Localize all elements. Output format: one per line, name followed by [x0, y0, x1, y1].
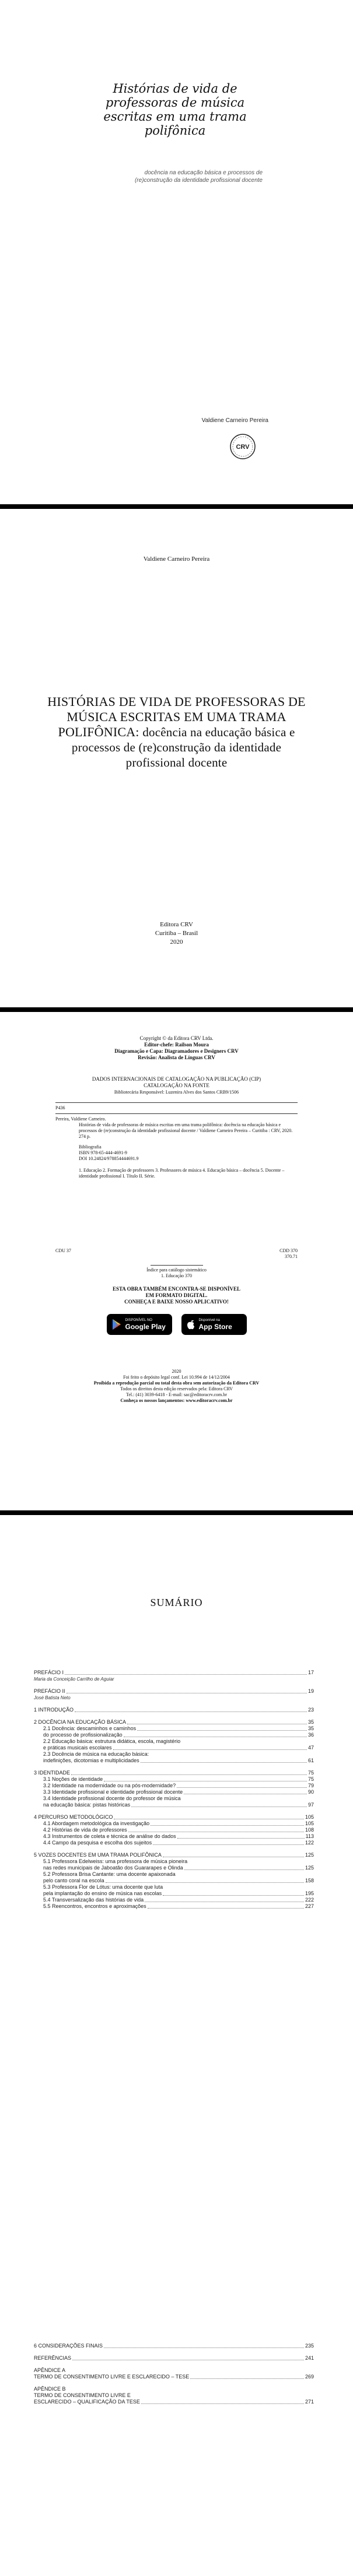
toc-title: 3.2 Identidade na modernidade ou na pós-modernidade?	[43, 1783, 176, 1788]
toc-page: 269	[305, 2374, 314, 2380]
toc-title: REFERÊNCIAS	[34, 2355, 72, 2361]
toc-entry[interactable]	[34, 1833, 314, 1840]
page-separator	[0, 1007, 353, 1012]
toc-page: 113	[305, 1833, 314, 1839]
toc-entry[interactable]	[34, 1871, 314, 1878]
toc-title: PREFÁCIO II	[34, 1688, 65, 1694]
toc-page: 227	[305, 1903, 314, 1909]
toc-entry[interactable]	[34, 1858, 314, 1865]
toc-title: 1 INTRODUÇÃO	[34, 1707, 74, 1713]
cip-librarian: Bibliotecária Responsável: Luzenira Alves dos Santos CRB9/1506	[114, 1090, 239, 1095]
toc-entry[interactable]	[34, 1732, 314, 1738]
toc-title: pela implantação do ensino de música nas escolas	[43, 1890, 162, 1896]
toc-author: José Batista Neto	[34, 1695, 71, 1700]
toc-title: 6 CONSIDERAÇÕES FINAIS	[34, 2343, 103, 2349]
toc-title: 2.2 Educação básica: estrutura didática, escola, magistério	[43, 1738, 181, 1744]
app-store-small: Disponível na	[198, 1318, 220, 1322]
app-store-label: App Store	[198, 1322, 232, 1331]
footer-year: 2020	[172, 1369, 181, 1374]
catalog-index-title: Índice para catálogo sistemático	[146, 1267, 207, 1273]
toc-page: 79	[307, 1783, 314, 1788]
toc-title: indefinições, dicotomias e multiplicidades	[43, 1758, 139, 1763]
toc-entry[interactable]	[34, 1897, 314, 1903]
summary-title: SUMÁRIO	[150, 1597, 203, 1608]
toc-entry[interactable]	[34, 1758, 314, 1764]
toc-page: 125	[305, 1852, 314, 1858]
toc-page: 241	[305, 2355, 314, 2361]
footer-legal: Foi feito o depósito legal conf. Lei 10.994 de 14/12/2004	[123, 1375, 230, 1380]
summary-page	[0, 1515, 353, 2576]
toc-title: e práticas musicais escolares	[43, 1745, 112, 1751]
copyright-footer	[0, 1369, 353, 1404]
toc-entry[interactable]	[34, 1776, 314, 1783]
toc-entry[interactable]	[34, 1890, 314, 1897]
cdu-code: CDU 37	[55, 1248, 71, 1253]
toc-page: 271	[305, 2399, 314, 2405]
toc-title: PREFÁCIO I	[34, 1670, 64, 1675]
catalog-rule	[151, 1265, 203, 1266]
toc-title: TERMO DE CONSENTIMENTO LIVRE E ESCLARECIDO – TESE	[34, 2374, 190, 2380]
cip-subjects: 1. Educação 2. Formação de professores 3. Professores de música 4. Educação básica – docência 5. Docente – identidade profissional I. Título II. Série.	[79, 1168, 285, 1179]
toc-entry[interactable]	[34, 1770, 314, 1776]
toc-entry[interactable]	[34, 2392, 314, 2399]
toc-entry[interactable]	[34, 2399, 314, 2405]
toc-title: 5.5 Reencontros, encontros e aproximações	[43, 1903, 146, 1909]
toc-page: 97	[307, 1802, 314, 1808]
page-separator	[0, 1510, 353, 1515]
app-store-badge[interactable]	[181, 1314, 247, 1335]
toc-page: 235	[305, 2343, 314, 2349]
title-page-title	[47, 694, 306, 770]
toc-entry[interactable]	[34, 1707, 314, 1713]
cip-isbn: ISBN 978-65-444-4691-9	[79, 1150, 127, 1155]
catalog-index-item: 1. Educação 370	[160, 1273, 193, 1278]
toc-block-2	[34, 2343, 314, 2405]
title-page	[0, 509, 353, 1007]
toc-entry[interactable]	[34, 1688, 314, 1695]
copyright-credits	[0, 1035, 353, 1061]
layout-line: Diagramação e Capa: Diagramadores e Designers CRV	[114, 1048, 239, 1054]
toc-entry[interactable]	[34, 1840, 314, 1846]
toc-page: 105	[305, 1821, 314, 1826]
toc-page: 23	[307, 1707, 314, 1713]
toc-entry[interactable]	[34, 2386, 314, 2392]
toc-entry[interactable]	[34, 1814, 314, 1821]
title-page-imprint	[0, 920, 353, 947]
toc-entry[interactable]	[34, 1865, 314, 1871]
toc-page: 122	[305, 1840, 314, 1846]
toc-page: 35	[307, 1725, 314, 1731]
toc-entry[interactable]	[34, 1878, 314, 1884]
toc-title: APÊNDICE A	[34, 2367, 66, 2373]
toc-page: 19	[307, 1688, 314, 1694]
imprint-city: Curitiba – Brasil	[155, 930, 198, 937]
toc-entry[interactable]	[34, 1719, 314, 1725]
toc-page: 61	[307, 1758, 314, 1763]
toc-title: pelo canto coral na escola	[43, 1878, 104, 1883]
cdd-code-2: 370.71	[285, 1254, 298, 1259]
cover-author: Valdiene Carneiro Pereira	[201, 417, 268, 424]
toc-block-1	[34, 1670, 314, 1910]
toc-entry[interactable]	[34, 1670, 314, 1676]
toc-entry[interactable]	[34, 1821, 314, 1827]
toc-entry[interactable]	[34, 1884, 314, 1890]
toc-entry[interactable]	[34, 1789, 314, 1795]
cdd-code	[279, 1248, 298, 1260]
toc-entry[interactable]	[34, 1783, 314, 1789]
cip-header	[55, 1076, 298, 1095]
toc-entry[interactable]	[34, 2355, 314, 2361]
toc-entry[interactable]	[34, 1738, 314, 1745]
cover-subtitle: docência na educação básica e processos de (re)construção da identidade profissional docente	[134, 170, 263, 184]
toc-title: 5.4 Transversalização das histórias de vida	[43, 1897, 144, 1903]
toc-title: 4.1 Abordagem metodológica da investigação	[43, 1821, 150, 1826]
toc-title: 4.3 Instrumentos de coleta e técnica de análise do dados	[43, 1833, 176, 1839]
google-play-icon	[111, 1319, 122, 1330]
cdu-row	[55, 1248, 298, 1259]
toc-title: 3.1 Noções de identidade	[43, 1776, 103, 1782]
toc-title: 5.3 Professora Flor de Lótus: uma docente que luta	[43, 1884, 163, 1890]
toc-page: 125	[305, 1865, 314, 1871]
toc-entry[interactable]	[34, 2374, 314, 2380]
cip-description: Histórias de vida de professoras de música escritas em uma trama polifônica: docência na educação básica e processos de (re)construção da identidade profissional docente / Valdiene Carneiro Pereira – Curitiba : CRV, 2020.	[79, 1122, 293, 1133]
toc-title: 3 IDENTIDADE	[34, 1770, 71, 1776]
toc-title: 4.2 Histórias de vida de professores	[43, 1827, 127, 1833]
toc-title: nas redes municipais de Jaboatão dos Guararapes e Olinda	[43, 1865, 183, 1871]
copyright-line: Copyright © da Editora CRV Ltda.	[139, 1035, 214, 1041]
toc-author: Maria da Conceição Carrilho de Aguiar	[34, 1677, 114, 1682]
cip-pages: 274 p.	[79, 1134, 90, 1139]
toc-entry[interactable]	[34, 1852, 314, 1858]
toc-title: 3.3 Identidade profissional e identidade profissional docente	[43, 1789, 183, 1795]
toc-title: do processo de profissionalização	[43, 1732, 123, 1738]
toc-title: TERMO DE CONSENTIMENTO LIVRE E	[34, 2392, 131, 2398]
crv-logo-text: CRV	[236, 444, 250, 451]
toc-entry[interactable]	[34, 2343, 314, 2349]
digital-line-2: EM FORMATO DIGITAL.	[145, 1292, 208, 1298]
cip-rule	[55, 1113, 298, 1114]
toc-title: 5.1 Professora Edelweiss: uma professora de música pioneira	[43, 1858, 188, 1864]
title-page-main-title: HISTÓRIAS DE VIDA DE PROFESSORAS DE MÚSICA ESCRITAS EM UMA TRAMA POLIFÔNICA:	[47, 694, 306, 739]
footer-contact: Tel.: (41) 3039-6418 - E-mail: sac@editoracrv.com.br	[126, 1392, 227, 1397]
cip-code: P436	[55, 1105, 65, 1110]
toc-page: 36	[307, 1732, 314, 1738]
cip-rule-top	[55, 1102, 298, 1103]
toc-title: 5 VOZES DOCENTES EM UMA TRAMA POLIFÔNICA	[34, 1852, 162, 1858]
footer-rights: Proibida a reprodução parcial ou total desta obra sem autorização da Editora CRV	[93, 1380, 260, 1386]
toc-title: na educação básica: pistas históricas	[43, 1802, 131, 1808]
toc-title: 2.3 Docência de música na educação básica:	[43, 1751, 149, 1757]
toc-entry[interactable]	[34, 2367, 314, 2374]
toc-entry[interactable]	[34, 1903, 314, 1910]
apple-icon	[186, 1319, 195, 1330]
cdd-code-1: CDD 370	[279, 1248, 298, 1253]
toc-entry[interactable]	[34, 1751, 314, 1758]
toc-page: 75	[307, 1770, 314, 1776]
cip-subtitle: CATALOGAÇÃO NA FONTE	[144, 1083, 209, 1088]
imprint-year: 2020	[170, 939, 183, 946]
crv-logo-icon	[229, 433, 257, 461]
google-play-small: DISPONÍVEL NO	[125, 1318, 152, 1322]
toc-entry[interactable]	[34, 1802, 314, 1808]
page-separator	[0, 504, 353, 509]
cover-title: Histórias de vida de professoras de música escritas em uma trama polifônica	[103, 82, 247, 138]
toc-title: 5.2 Professora Brisa Cantante: uma docente apaixonada	[43, 1871, 176, 1877]
footer-website: Conheça os nossos lançamentos: www.editoracrv.com.br	[120, 1398, 233, 1403]
toc-title: APÊNDICE B	[34, 2386, 66, 2392]
catalog-index	[0, 1261, 353, 1279]
google-play-badge[interactable]	[107, 1314, 172, 1335]
google-play-label: Google Play	[125, 1322, 166, 1331]
editor-line: Editor-chefe: Railson Moura	[144, 1042, 209, 1048]
cip-title: DADOS INTERNACIONAIS DE CATALOGAÇÃO NA PUBLICAÇÃO (CIP)	[92, 1076, 261, 1082]
toc-title: 4.4 Campo da pesquisa e escolha dos sujeitos	[43, 1840, 152, 1846]
toc-page: 105	[305, 1814, 314, 1820]
digital-notice	[0, 1286, 353, 1305]
cip-author: Pereira, Valdiene Carneiro.	[55, 1116, 106, 1122]
toc-page: 17	[307, 1670, 314, 1675]
cover-page	[0, 0, 353, 504]
digital-line-1: ESTA OBRA TAMBÉM ENCONTRA-SE DISPONÍVEL	[112, 1286, 241, 1292]
toc-page: 222	[305, 1897, 314, 1903]
cip-body	[55, 1102, 298, 1179]
toc-title: 2.1 Docência: descaminhos e caminhos	[43, 1725, 137, 1731]
cip-bibliography: Bibliografia	[79, 1144, 102, 1150]
title-page-subtitle: docência na educação básica e processos de (re)construção da identidade profissional docente	[71, 725, 295, 769]
toc-page: 90	[307, 1789, 314, 1795]
toc-title: 3.4 Identidade profissional docente do professor de música	[43, 1795, 181, 1801]
toc-title: ESCLARECIDO – QUALIFICAÇÃO DA TESE	[34, 2399, 140, 2405]
toc-entry[interactable]	[34, 1795, 314, 1802]
toc-entry[interactable]	[34, 1827, 314, 1833]
toc-page: 108	[305, 1827, 314, 1833]
footer-reserved: Todos os direitos desta edição reservados pela: Editora CRV	[120, 1386, 233, 1391]
copyright-page	[0, 1012, 353, 1510]
digital-line-3: CONHEÇA E BAIXE NOSSO APLICATIVO!	[124, 1299, 229, 1305]
toc-page: 75	[307, 1776, 314, 1782]
toc-page: 35	[307, 1719, 314, 1725]
toc-page: 47	[307, 1745, 314, 1751]
app-store-badges	[0, 1314, 353, 1335]
toc-entry[interactable]	[34, 1745, 314, 1751]
imprint-publisher: Editora CRV	[160, 921, 193, 928]
toc-entry[interactable]	[34, 1725, 314, 1732]
toc-title: 2 DOCÊNCIA NA EDUCAÇÃO BÁSICA	[34, 1719, 127, 1725]
toc-page: 195	[305, 1890, 314, 1896]
cip-doi: DOI 10.24824/978854444691.9	[79, 1156, 139, 1161]
toc-title: 4 PERCURSO METODOLÓGICO	[34, 1814, 113, 1820]
toc-page: 158	[305, 1878, 314, 1883]
review-line: Revisão: Analista de Línguas CRV	[138, 1055, 215, 1060]
title-page-author: Valdiene Carneiro Pereira	[143, 556, 210, 563]
